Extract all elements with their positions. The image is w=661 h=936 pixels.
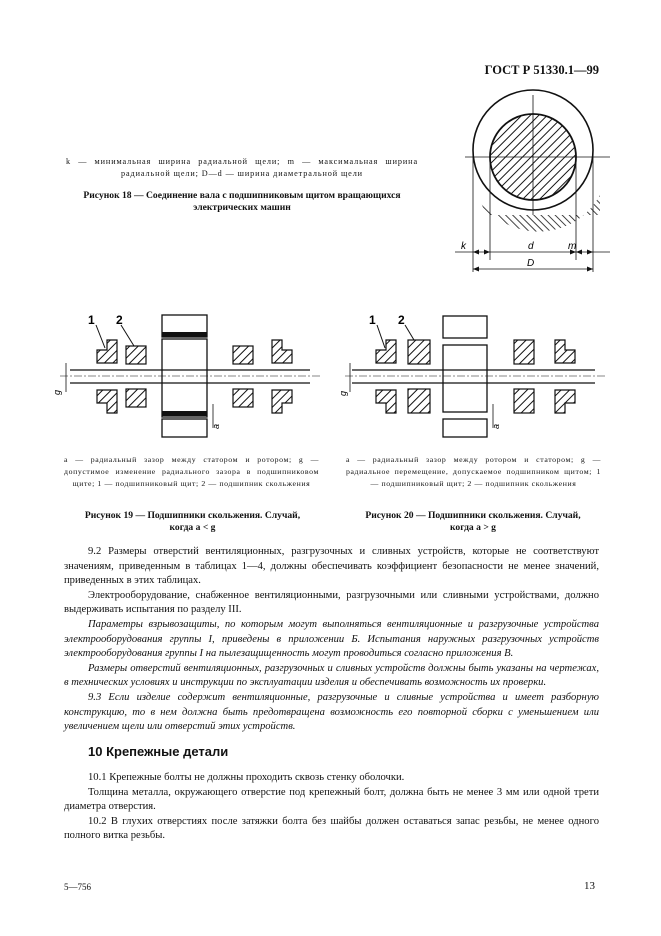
- paragraph-params: Параметры взрывозащиты, по которым могут выполняться вентиляционные и разгрузочные устройства электрооборудования группы I, приведены в приложении Б. Испытания наружных разгрузочных устройств электрооборудования группы I на пылезащищенность могут проводиться согласно приложения В.: [64, 618, 599, 660]
- paragraph-10-2: 10.2 В глухих отверстиях после затяжки болта без шайбы должен оставаться запас резьбы, не менее одного полного витка резьбы.: [64, 815, 599, 842]
- figure20-drawing: [340, 305, 610, 440]
- label-m: m: [568, 241, 577, 252]
- figure19-caption-line2: когда a < g: [169, 522, 216, 533]
- paragraph-9-3: 9.3 Если изделие содержит вентиляционные, разгрузочные и сливные устройства и имеет разборную конструкцию, то в нем должна быть предотвращена возможность его повторной сборки с уменьшением или увеличением щели или отверстий этих устройств.: [64, 691, 599, 733]
- figure20-caption: [342, 510, 604, 534]
- rotor-block: [443, 345, 487, 412]
- figure20-caption-line2: когда a > g: [450, 522, 496, 533]
- left-bearing-top: [126, 346, 146, 364]
- rotor-block: [162, 339, 207, 417]
- stator-top-block: [443, 316, 487, 338]
- paragraph-sizes: Размеры отверстий вентиляционных, разгрузочных и сливных устройств должны быть указаны на чертежах, в технических условиях и инструкции по эксплуатации изделия и обеспечивать возможность их проверки.: [64, 662, 599, 689]
- figure19-note: a — радиальный зазор между статором и ротором; g — допустимое изменение радиального зазора в подшипниковом щите; 1 — подшипниковый щит; 2 — подшипник скольжения: [64, 455, 319, 488]
- label-a: a: [491, 423, 501, 429]
- page-header: ГОСТ Р 51330.1—99: [484, 63, 599, 77]
- body-text-block: [64, 545, 599, 735]
- left-shield-bottom: [97, 390, 117, 413]
- label-1: 1: [369, 313, 376, 327]
- figure18-drawing: [440, 90, 620, 290]
- figure20-caption-line1: Рисунок 20 — Подшипники скольжения. Случай,: [365, 510, 581, 521]
- figure19-caption: [60, 510, 325, 534]
- figure19-drawing: [52, 305, 325, 440]
- section-heading: 10 Крепежные детали: [88, 744, 229, 759]
- stator-bottom-block: [443, 419, 487, 437]
- label-1: 1: [88, 313, 95, 327]
- stator-bottom-block: [162, 419, 207, 437]
- figure18-caption-line1: Рисунок 18 — Соединение вала с подшипниковым щитом вращающихся: [83, 190, 401, 201]
- label-a: a: [211, 423, 221, 429]
- label-g: g: [338, 390, 348, 396]
- figure18-caption: [62, 190, 422, 214]
- paragraph-10-1: 10.1 Крепежные болты не должны проходить сквозь стенку оболочки.: [88, 772, 405, 783]
- figure19-caption-line1: Рисунок 19 — Подшипники скольжения. Случай,: [84, 510, 301, 521]
- figure18-caption-line2: электрических машин: [193, 202, 291, 213]
- paragraph-10-1b: Толщина металла, окружающего отверстие под крепежный болт, должна быть не менее 3 мм или одной трети диаметра отверстия.: [64, 786, 599, 813]
- label-k: k: [461, 241, 466, 252]
- section10-text: [64, 771, 599, 844]
- figure18-note: k — минимальная ширина радиальной щели; m — максимальная ширина радиальной щели; D—d — ширина диаметральной щели: [66, 157, 418, 178]
- left-bearing-bottom: [126, 389, 146, 407]
- label-2: 2: [116, 313, 123, 327]
- paragraph-9-2: 9.2 Размеры отверстий вентиляционных, разгрузочных и сливных устройств, которые не соответствуют значениям, приведенным в таблицах 1—4, должны обеспечивать коэффициент безопасности не менее значений, приведенных в этих таблицах.: [64, 546, 599, 587]
- label-g: g: [52, 389, 62, 395]
- label-D: D: [527, 258, 535, 269]
- paragraph-electro: Электрооборудование, снабженное вентиляционными, разгрузочными или сливными устройствами, должно выдерживать испытания по разделу III.: [64, 589, 599, 616]
- label-d: d: [528, 241, 534, 252]
- figure20-note: a — радиальный зазор между ротором и статором; g — радиальное перемещение, допускаемое подшипником щитом; 1 — подшипниковый щит; 2 — подшипник скольжения: [346, 455, 601, 488]
- label-2: 2: [398, 313, 405, 327]
- left-shield-top: [97, 340, 117, 363]
- page-number: 13: [584, 880, 595, 892]
- footer-code: 5—756: [64, 882, 91, 892]
